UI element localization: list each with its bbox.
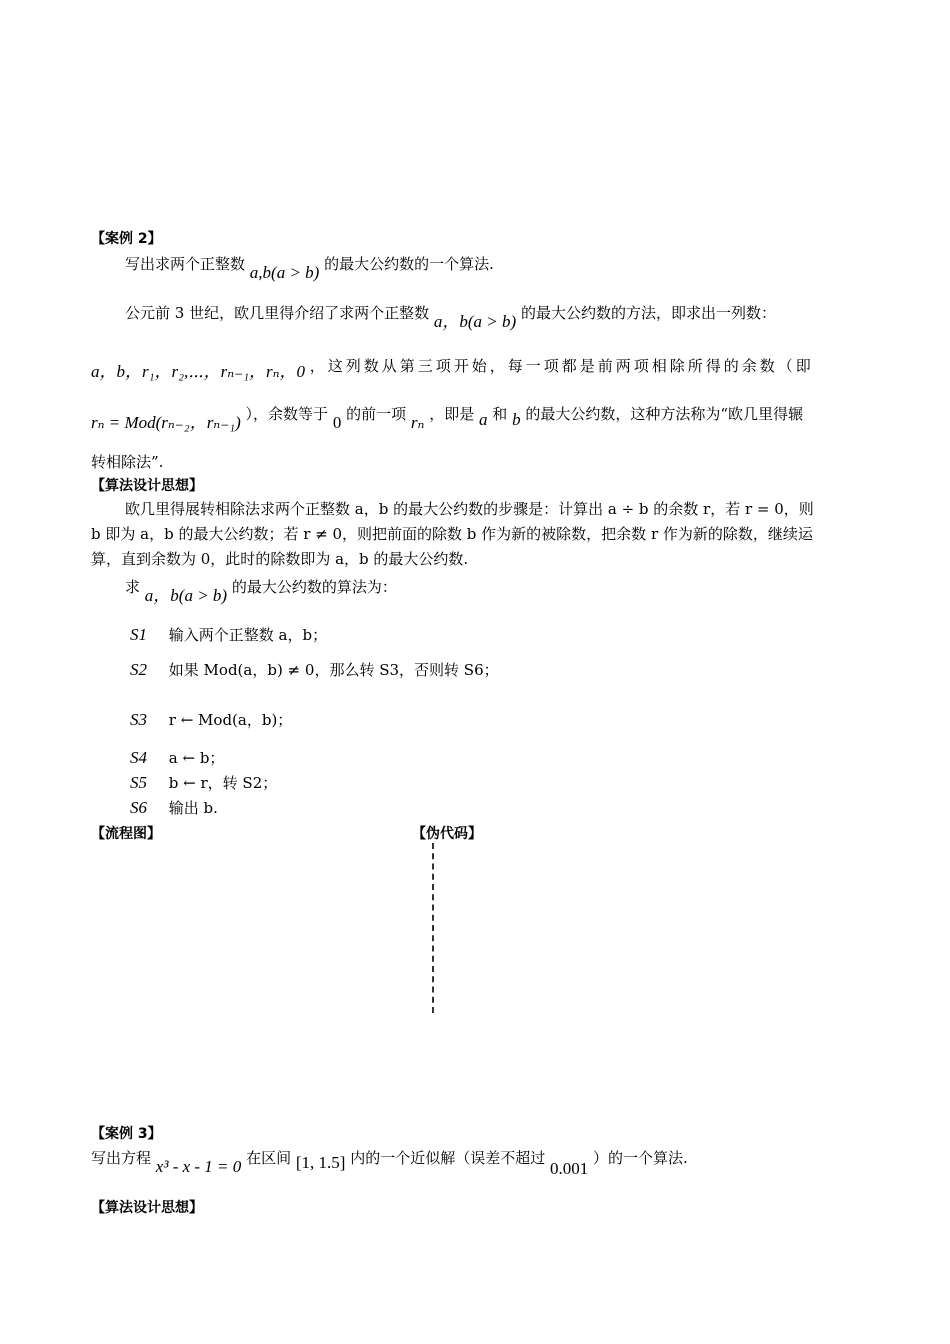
case2-rn-text4: 的最大公约数，这种方法称为“欧几里得辗 [525, 405, 804, 423]
case2-rn-text1: ），余数等于 [245, 405, 329, 423]
case2-sequence-text: ，这列数从第三项开始，每一项都是前两项相除所得的余数（即 [309, 357, 814, 375]
design2-algo-post: 的最大公约数的算法为： [231, 578, 397, 596]
case2-rn-b: b [512, 410, 521, 429]
case2-rn-zero: 0 [332, 413, 342, 432]
step-s1 [130, 625, 327, 645]
case2-sequence-math: a，b，r₁，r₂,⋯，rₙ₋₁，rₙ，0 [91, 362, 305, 381]
case2-rn-text2: 的前一项 [346, 405, 407, 423]
design2-line3: 算，直到余数为 0，此时的除数即为 a，b 的最大公约数. [91, 550, 469, 568]
pseudocode-heading: 【伪代码】 [412, 826, 482, 842]
case2-rn-cont: 转相除法”. [91, 453, 164, 471]
case2-problem-post: 的最大公约数的一个算法. [324, 255, 494, 273]
step-label: S6 [130, 798, 147, 817]
case2-sequence [91, 356, 859, 381]
step-label: S2 [130, 660, 147, 679]
case3-pre: 写出方程 [91, 1149, 152, 1167]
design2-line1: 欧几里得展转相除法求两个正整数 a，b 的最大公约数的步骤是：计算出 a ÷ b 的余数 r，若 r = 0，则 [125, 500, 814, 518]
step-text: b ← r，转 S2； [168, 774, 278, 792]
case3-mid2: 内的一个近似解（误差不超过 [350, 1149, 546, 1167]
step-label: S4 [130, 748, 147, 767]
step-s3 [130, 710, 292, 730]
step-text: 如果 Mod(a，b) ≠ 0，那么转 S3，否则转 S6； [168, 661, 499, 679]
step-text: r ← Mod(a，b)； [168, 711, 293, 729]
step-label: S1 [130, 625, 147, 644]
case2-heading: 【案例 2】 [91, 231, 162, 247]
step-text: 输出 b. [168, 799, 218, 817]
case2-intro-math: a，b(a > b) [433, 312, 517, 331]
design2-algo-math: a，b(a > b) [144, 586, 228, 605]
design2-line2: b 即为 a，b 的最大公约数；若 r ≠ 0，则把前面的除数 b 作为新的被除数，把余数 r 作为新的除数，继续运 [91, 525, 813, 543]
step-text: a ← b； [168, 749, 225, 767]
case3-heading: 【案例 3】 [91, 1126, 162, 1142]
case2-rn-and: 和 [492, 405, 508, 423]
case2-problem-pre: 写出求两个正整数 [125, 255, 246, 273]
case3-mid1: 在区间 [246, 1149, 292, 1167]
design3-heading: 【算法设计思想】 [91, 1200, 203, 1216]
case2-intro [125, 303, 776, 331]
case2-rn-text3: ，即是 [429, 405, 475, 423]
case3-problem [91, 1148, 688, 1178]
step-s2 [130, 660, 499, 680]
design2-algo-pre: 求 [125, 578, 141, 596]
case3-tol: 0.001 [550, 1159, 589, 1178]
step-label: S3 [130, 710, 147, 729]
case2-intro-pre: 公元前 3 世纪，欧几里得介绍了求两个正整数 [125, 304, 430, 322]
case3-equation: x³ - x - 1 = 0 [155, 1157, 242, 1176]
case2-problem [125, 254, 494, 282]
case2-intro-post: 的最大公约数的方法，即求出一列数： [520, 304, 776, 322]
case2-rn-line [91, 404, 804, 432]
column-divider [432, 843, 434, 1013]
case2-problem-math: a,b(a > b) [249, 263, 320, 282]
step-s4 [130, 748, 224, 768]
step-s5 [130, 773, 277, 793]
step-s6 [130, 798, 218, 818]
step-text: 输入两个正整数 a，b； [168, 626, 328, 644]
design2-algo [125, 577, 397, 605]
case3-interval: [1, 1.5] [295, 1153, 346, 1172]
case2-rn-math: rₙ = Mod(rₙ₋₂，rₙ₋₁) [91, 413, 241, 432]
flowchart-heading: 【流程图】 [91, 826, 161, 842]
case2-rn-a: a [479, 410, 488, 429]
design2-heading: 【算法设计思想】 [91, 478, 203, 494]
case3-post: ）的一个算法. [593, 1149, 688, 1167]
step-label: S5 [130, 773, 147, 792]
case2-rn-rn: rₙ [410, 413, 425, 432]
